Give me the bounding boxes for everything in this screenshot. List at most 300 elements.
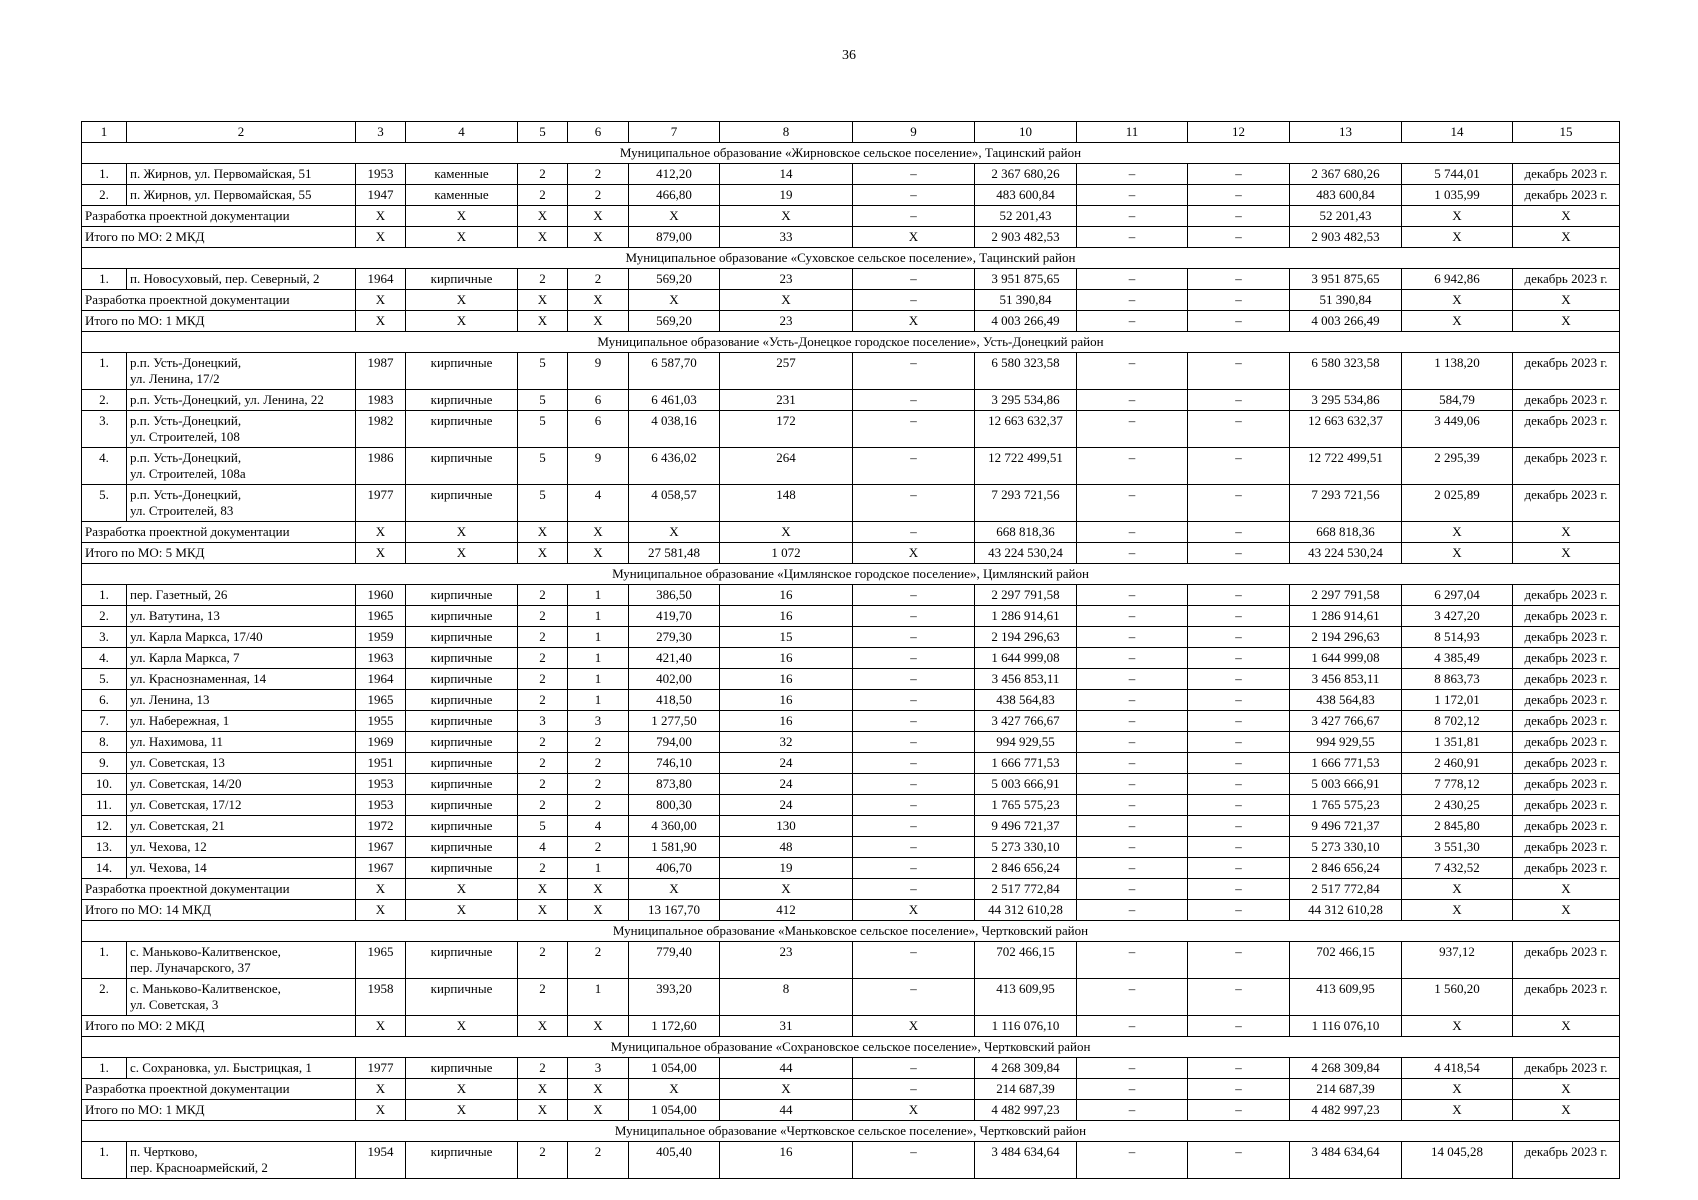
- value-cell: 5 003 666,91: [975, 774, 1077, 795]
- value-cell: 2: [568, 942, 629, 979]
- value-cell: 5: [518, 485, 568, 522]
- value-cell: –: [853, 858, 975, 879]
- value-cell: X: [518, 1079, 568, 1100]
- value-cell: декабрь 2023 г.: [1513, 269, 1620, 290]
- value-cell: 1: [568, 606, 629, 627]
- year-cell: 1964: [356, 669, 406, 690]
- value-cell: –: [1077, 606, 1188, 627]
- value-cell: 584,79: [1402, 390, 1513, 411]
- column-number-cell: 6: [568, 122, 629, 143]
- value-cell: –: [1077, 1079, 1188, 1100]
- value-cell: 27 581,48: [629, 543, 720, 564]
- value-cell: –: [1188, 353, 1290, 390]
- value-cell: X: [1513, 900, 1620, 921]
- value-cell: 5: [518, 448, 568, 485]
- value-cell: 393,20: [629, 979, 720, 1016]
- value-cell: X: [518, 1100, 568, 1121]
- value-cell: 3 427 766,67: [1290, 711, 1402, 732]
- address-cell: с. Маньково-Калитвенское, ул. Советская, 3: [127, 979, 356, 1016]
- value-cell: –: [1188, 774, 1290, 795]
- address-cell: ул. Советская, 21: [127, 816, 356, 837]
- value-cell: X: [1402, 543, 1513, 564]
- table-row: [82, 648, 1620, 669]
- row-number: 8.: [82, 732, 127, 753]
- value-cell: 4: [518, 837, 568, 858]
- value-cell: –: [1188, 164, 1290, 185]
- column-number-cell: 12: [1188, 122, 1290, 143]
- value-cell: 1: [568, 585, 629, 606]
- material-cell: кирпичные: [406, 448, 518, 485]
- value-cell: X: [1402, 227, 1513, 248]
- value-cell: 873,80: [629, 774, 720, 795]
- value-cell: 172: [720, 411, 853, 448]
- value-cell: –: [853, 185, 975, 206]
- value-cell: X: [568, 543, 629, 564]
- year-cell: 1954: [356, 1142, 406, 1179]
- value-cell: 1 277,50: [629, 711, 720, 732]
- table-row: [82, 1058, 1620, 1079]
- value-cell: 6 587,70: [629, 353, 720, 390]
- value-cell: X: [853, 900, 975, 921]
- value-cell: –: [853, 669, 975, 690]
- value-cell: 5: [518, 390, 568, 411]
- row-number: 1.: [82, 1142, 127, 1179]
- value-cell: 5: [518, 411, 568, 448]
- value-cell: –: [1077, 1058, 1188, 1079]
- value-cell: 23: [720, 311, 853, 332]
- value-cell: X: [356, 900, 406, 921]
- value-cell: 746,10: [629, 753, 720, 774]
- value-cell: 2: [518, 858, 568, 879]
- value-cell: 2: [518, 795, 568, 816]
- address-cell: пер. Газетный, 26: [127, 585, 356, 606]
- value-cell: 702 466,15: [975, 942, 1077, 979]
- value-cell: 6 942,86: [1402, 269, 1513, 290]
- value-cell: –: [853, 522, 975, 543]
- value-cell: 2: [568, 795, 629, 816]
- section-title: Муниципальное образование «Суховское сельское поселение», Тацинский район: [82, 248, 1620, 269]
- value-cell: X: [406, 290, 518, 311]
- year-cell: 1965: [356, 690, 406, 711]
- value-cell: –: [1188, 1016, 1290, 1037]
- value-cell: 2 297 791,58: [975, 585, 1077, 606]
- value-cell: декабрь 2023 г.: [1513, 353, 1620, 390]
- value-cell: 3 427 766,67: [975, 711, 1077, 732]
- address-cell: ул. Ленина, 13: [127, 690, 356, 711]
- value-cell: 7 293 721,56: [975, 485, 1077, 522]
- value-cell: 6 436,02: [629, 448, 720, 485]
- address-cell: ул. Советская, 17/12: [127, 795, 356, 816]
- value-cell: –: [1077, 448, 1188, 485]
- row-number: 10.: [82, 774, 127, 795]
- value-cell: 4 003 266,49: [1290, 311, 1402, 332]
- table-row: [82, 979, 1620, 1016]
- year-cell: 1983: [356, 390, 406, 411]
- address-cell: р.п. Усть-Донецкий, ул. Строителей, 108: [127, 411, 356, 448]
- value-cell: –: [1188, 795, 1290, 816]
- value-cell: 4 385,49: [1402, 648, 1513, 669]
- value-cell: X: [406, 1016, 518, 1037]
- address-cell: ул. Советская, 13: [127, 753, 356, 774]
- value-cell: X: [356, 290, 406, 311]
- value-cell: 6 580 323,58: [975, 353, 1077, 390]
- value-cell: X: [1402, 290, 1513, 311]
- value-cell: X: [518, 543, 568, 564]
- value-cell: –: [1077, 353, 1188, 390]
- value-cell: –: [1188, 269, 1290, 290]
- total-label: Итого по МО: 1 МКД: [82, 311, 356, 332]
- value-cell: 3: [518, 711, 568, 732]
- value-cell: –: [853, 411, 975, 448]
- table-row: [82, 669, 1620, 690]
- table-row: [82, 732, 1620, 753]
- value-cell: –: [1077, 711, 1188, 732]
- value-cell: 3 449,06: [1402, 411, 1513, 448]
- design-docs-row: [82, 206, 1620, 227]
- value-cell: –: [1077, 627, 1188, 648]
- year-cell: 1963: [356, 648, 406, 669]
- value-cell: 24: [720, 774, 853, 795]
- value-cell: 7 778,12: [1402, 774, 1513, 795]
- design-docs-label: Разработка проектной документации: [82, 522, 356, 543]
- value-cell: –: [1188, 690, 1290, 711]
- value-cell: 5 273 330,10: [1290, 837, 1402, 858]
- value-cell: 2 297 791,58: [1290, 585, 1402, 606]
- value-cell: X: [518, 1016, 568, 1037]
- value-cell: X: [568, 522, 629, 543]
- value-cell: 794,00: [629, 732, 720, 753]
- section-title: Муниципальное образование «Сохрановское сельское поселение», Чертковский район: [82, 1037, 1620, 1058]
- value-cell: 1: [568, 648, 629, 669]
- value-cell: –: [1188, 753, 1290, 774]
- value-cell: декабрь 2023 г.: [1513, 1058, 1620, 1079]
- value-cell: 412: [720, 900, 853, 921]
- material-cell: кирпичные: [406, 269, 518, 290]
- value-cell: 6: [568, 411, 629, 448]
- value-cell: 4 418,54: [1402, 1058, 1513, 1079]
- value-cell: –: [1188, 669, 1290, 690]
- value-cell: –: [853, 353, 975, 390]
- value-cell: 24: [720, 753, 853, 774]
- year-cell: 1964: [356, 269, 406, 290]
- value-cell: –: [853, 448, 975, 485]
- material-cell: кирпичные: [406, 711, 518, 732]
- material-cell: кирпичные: [406, 816, 518, 837]
- material-cell: кирпичные: [406, 858, 518, 879]
- value-cell: декабрь 2023 г.: [1513, 690, 1620, 711]
- design-docs-label: Разработка проектной документации: [82, 206, 356, 227]
- value-cell: –: [1077, 185, 1188, 206]
- value-cell: X: [568, 1100, 629, 1121]
- value-cell: 3 484 634,64: [975, 1142, 1077, 1179]
- material-cell: каменные: [406, 164, 518, 185]
- address-cell: ул. Ватутина, 13: [127, 606, 356, 627]
- value-cell: –: [853, 837, 975, 858]
- value-cell: X: [356, 879, 406, 900]
- column-number-cell: 5: [518, 122, 568, 143]
- material-cell: кирпичные: [406, 485, 518, 522]
- column-number-row: [82, 122, 1620, 143]
- value-cell: –: [1077, 753, 1188, 774]
- value-cell: 23: [720, 942, 853, 979]
- value-cell: 4 268 309,84: [1290, 1058, 1402, 1079]
- value-cell: 4 482 997,23: [975, 1100, 1077, 1121]
- value-cell: 1 035,99: [1402, 185, 1513, 206]
- section-title-row: [82, 1121, 1620, 1142]
- value-cell: 1: [568, 627, 629, 648]
- value-cell: 2: [518, 774, 568, 795]
- value-cell: 6: [568, 390, 629, 411]
- value-cell: декабрь 2023 г.: [1513, 485, 1620, 522]
- address-cell: р.п. Усть-Донецкий, ул. Ленина, 22: [127, 390, 356, 411]
- value-cell: X: [853, 543, 975, 564]
- value-cell: 130: [720, 816, 853, 837]
- row-number: 2.: [82, 185, 127, 206]
- row-number: 5.: [82, 669, 127, 690]
- year-cell: 1972: [356, 816, 406, 837]
- value-cell: декабрь 2023 г.: [1513, 816, 1620, 837]
- value-cell: декабрь 2023 г.: [1513, 390, 1620, 411]
- value-cell: 569,20: [629, 311, 720, 332]
- section-title: Муниципальное образование «Чертковское сельское поселение», Чертковский район: [82, 1121, 1620, 1142]
- material-cell: кирпичные: [406, 774, 518, 795]
- row-number: 7.: [82, 711, 127, 732]
- value-cell: –: [853, 774, 975, 795]
- value-cell: 1: [568, 690, 629, 711]
- value-cell: 2: [568, 732, 629, 753]
- column-number-cell: 13: [1290, 122, 1402, 143]
- value-cell: 8 702,12: [1402, 711, 1513, 732]
- value-cell: –: [853, 711, 975, 732]
- value-cell: 419,70: [629, 606, 720, 627]
- value-cell: –: [853, 390, 975, 411]
- material-cell: кирпичные: [406, 1058, 518, 1079]
- address-cell: ул. Карла Маркса, 17/40: [127, 627, 356, 648]
- value-cell: 24: [720, 795, 853, 816]
- value-cell: –: [1077, 942, 1188, 979]
- value-cell: декабрь 2023 г.: [1513, 669, 1620, 690]
- value-cell: 48: [720, 837, 853, 858]
- row-number: 12.: [82, 816, 127, 837]
- section-title-row: [82, 248, 1620, 269]
- value-cell: 2: [518, 979, 568, 1016]
- row-number: 3.: [82, 411, 127, 448]
- value-cell: –: [1188, 411, 1290, 448]
- section-title: Муниципальное образование «Цимлянское городское поселение», Цимлянский район: [82, 564, 1620, 585]
- row-number: 2.: [82, 606, 127, 627]
- column-number-cell: 14: [1402, 122, 1513, 143]
- value-cell: X: [356, 311, 406, 332]
- value-cell: X: [853, 227, 975, 248]
- value-cell: 1 666 771,53: [975, 753, 1077, 774]
- value-cell: X: [1402, 311, 1513, 332]
- material-cell: кирпичные: [406, 795, 518, 816]
- value-cell: X: [568, 900, 629, 921]
- value-cell: –: [1077, 816, 1188, 837]
- value-cell: 2 903 482,53: [1290, 227, 1402, 248]
- value-cell: X: [720, 206, 853, 227]
- table-row: [82, 353, 1620, 390]
- value-cell: 16: [720, 1142, 853, 1179]
- value-cell: –: [1188, 485, 1290, 522]
- value-cell: X: [1402, 1079, 1513, 1100]
- row-number: 4.: [82, 648, 127, 669]
- value-cell: X: [406, 311, 518, 332]
- row-number: 6.: [82, 690, 127, 711]
- year-cell: 1947: [356, 185, 406, 206]
- row-number: 4.: [82, 448, 127, 485]
- value-cell: 257: [720, 353, 853, 390]
- value-cell: 405,40: [629, 1142, 720, 1179]
- value-cell: X: [568, 290, 629, 311]
- material-cell: кирпичные: [406, 690, 518, 711]
- value-cell: –: [1188, 979, 1290, 1016]
- table-row: [82, 627, 1620, 648]
- value-cell: X: [853, 1016, 975, 1037]
- value-cell: –: [853, 290, 975, 311]
- value-cell: –: [853, 979, 975, 1016]
- value-cell: –: [1077, 269, 1188, 290]
- value-cell: 5: [518, 816, 568, 837]
- row-number: 1.: [82, 164, 127, 185]
- value-cell: –: [1077, 669, 1188, 690]
- value-cell: 2: [518, 732, 568, 753]
- value-cell: X: [568, 311, 629, 332]
- column-number-cell: 9: [853, 122, 975, 143]
- row-number: 3.: [82, 627, 127, 648]
- value-cell: 4: [568, 485, 629, 522]
- table-row: [82, 816, 1620, 837]
- value-cell: 421,40: [629, 648, 720, 669]
- value-cell: декабрь 2023 г.: [1513, 753, 1620, 774]
- value-cell: 2: [568, 753, 629, 774]
- year-cell: 1953: [356, 774, 406, 795]
- value-cell: X: [406, 1100, 518, 1121]
- table-row: [82, 585, 1620, 606]
- design-docs-label: Разработка проектной документации: [82, 290, 356, 311]
- value-cell: 16: [720, 690, 853, 711]
- value-cell: X: [406, 1079, 518, 1100]
- section-title-row: [82, 564, 1620, 585]
- value-cell: 2: [518, 627, 568, 648]
- value-cell: –: [853, 206, 975, 227]
- value-cell: –: [1188, 290, 1290, 311]
- value-cell: –: [1077, 164, 1188, 185]
- value-cell: –: [1077, 690, 1188, 711]
- value-cell: –: [1077, 585, 1188, 606]
- value-cell: 2 194 296,63: [1290, 627, 1402, 648]
- row-number: 2.: [82, 979, 127, 1016]
- value-cell: X: [356, 206, 406, 227]
- value-cell: –: [1077, 1100, 1188, 1121]
- value-cell: X: [518, 522, 568, 543]
- value-cell: –: [1077, 543, 1188, 564]
- value-cell: –: [1077, 979, 1188, 1016]
- address-cell: р.п. Усть-Донецкий, ул. Строителей, 83: [127, 485, 356, 522]
- value-cell: –: [1077, 879, 1188, 900]
- value-cell: –: [1188, 606, 1290, 627]
- value-cell: 4 268 309,84: [975, 1058, 1077, 1079]
- value-cell: X: [1402, 522, 1513, 543]
- value-cell: X: [406, 879, 518, 900]
- value-cell: 2 367 680,26: [975, 164, 1077, 185]
- value-cell: 2: [568, 269, 629, 290]
- column-number-cell: 2: [127, 122, 356, 143]
- value-cell: 994 929,55: [1290, 732, 1402, 753]
- value-cell: 2: [518, 669, 568, 690]
- value-cell: 1 286 914,61: [975, 606, 1077, 627]
- address-cell: р.п. Усть-Донецкий, ул. Строителей, 108а: [127, 448, 356, 485]
- value-cell: 9 496 721,37: [1290, 816, 1402, 837]
- value-cell: –: [853, 795, 975, 816]
- value-cell: X: [568, 206, 629, 227]
- value-cell: X: [1513, 1100, 1620, 1121]
- value-cell: –: [853, 585, 975, 606]
- total-label: Итого по МО: 2 МКД: [82, 227, 356, 248]
- section-title-row: [82, 332, 1620, 353]
- value-cell: X: [406, 900, 518, 921]
- value-cell: 1 286 914,61: [1290, 606, 1402, 627]
- address-cell: с. Сохрановка, ул. Быстрицкая, 1: [127, 1058, 356, 1079]
- row-number: 2.: [82, 390, 127, 411]
- value-cell: X: [1513, 543, 1620, 564]
- material-cell: кирпичные: [406, 669, 518, 690]
- year-cell: 1969: [356, 732, 406, 753]
- total-label: Итого по МО: 2 МКД: [82, 1016, 356, 1037]
- value-cell: 4 038,16: [629, 411, 720, 448]
- value-cell: –: [1077, 1016, 1188, 1037]
- value-cell: –: [1188, 543, 1290, 564]
- value-cell: 16: [720, 669, 853, 690]
- value-cell: –: [853, 164, 975, 185]
- value-cell: 14 045,28: [1402, 1142, 1513, 1179]
- value-cell: 483 600,84: [1290, 185, 1402, 206]
- value-cell: 5 744,01: [1402, 164, 1513, 185]
- row-number: 9.: [82, 753, 127, 774]
- page-number: 36: [842, 48, 856, 63]
- row-number: 11.: [82, 795, 127, 816]
- material-cell: кирпичные: [406, 942, 518, 979]
- total-row: [82, 311, 1620, 332]
- value-cell: –: [1077, 290, 1188, 311]
- value-cell: 2: [518, 1142, 568, 1179]
- value-cell: 1 765 575,23: [975, 795, 1077, 816]
- total-label: Итого по МО: 5 МКД: [82, 543, 356, 564]
- total-row: [82, 900, 1620, 921]
- value-cell: 1 644 999,08: [975, 648, 1077, 669]
- address-cell: р.п. Усть-Донецкий, ул. Ленина, 17/2: [127, 353, 356, 390]
- value-cell: –: [853, 485, 975, 522]
- value-cell: декабрь 2023 г.: [1513, 164, 1620, 185]
- design-docs-label: Разработка проектной документации: [82, 879, 356, 900]
- value-cell: 386,50: [629, 585, 720, 606]
- address-cell: п. Новосуховый, пер. Северный, 2: [127, 269, 356, 290]
- value-cell: 1 054,00: [629, 1100, 720, 1121]
- value-cell: –: [1077, 1142, 1188, 1179]
- value-cell: –: [1188, 448, 1290, 485]
- value-cell: –: [853, 606, 975, 627]
- material-cell: кирпичные: [406, 606, 518, 627]
- value-cell: X: [1513, 1016, 1620, 1037]
- value-cell: –: [1077, 311, 1188, 332]
- value-cell: X: [1402, 879, 1513, 900]
- year-cell: 1982: [356, 411, 406, 448]
- value-cell: 3 951 875,65: [975, 269, 1077, 290]
- value-cell: 2 846 656,24: [1290, 858, 1402, 879]
- value-cell: 9 496 721,37: [975, 816, 1077, 837]
- value-cell: 214 687,39: [975, 1079, 1077, 1100]
- value-cell: 32: [720, 732, 853, 753]
